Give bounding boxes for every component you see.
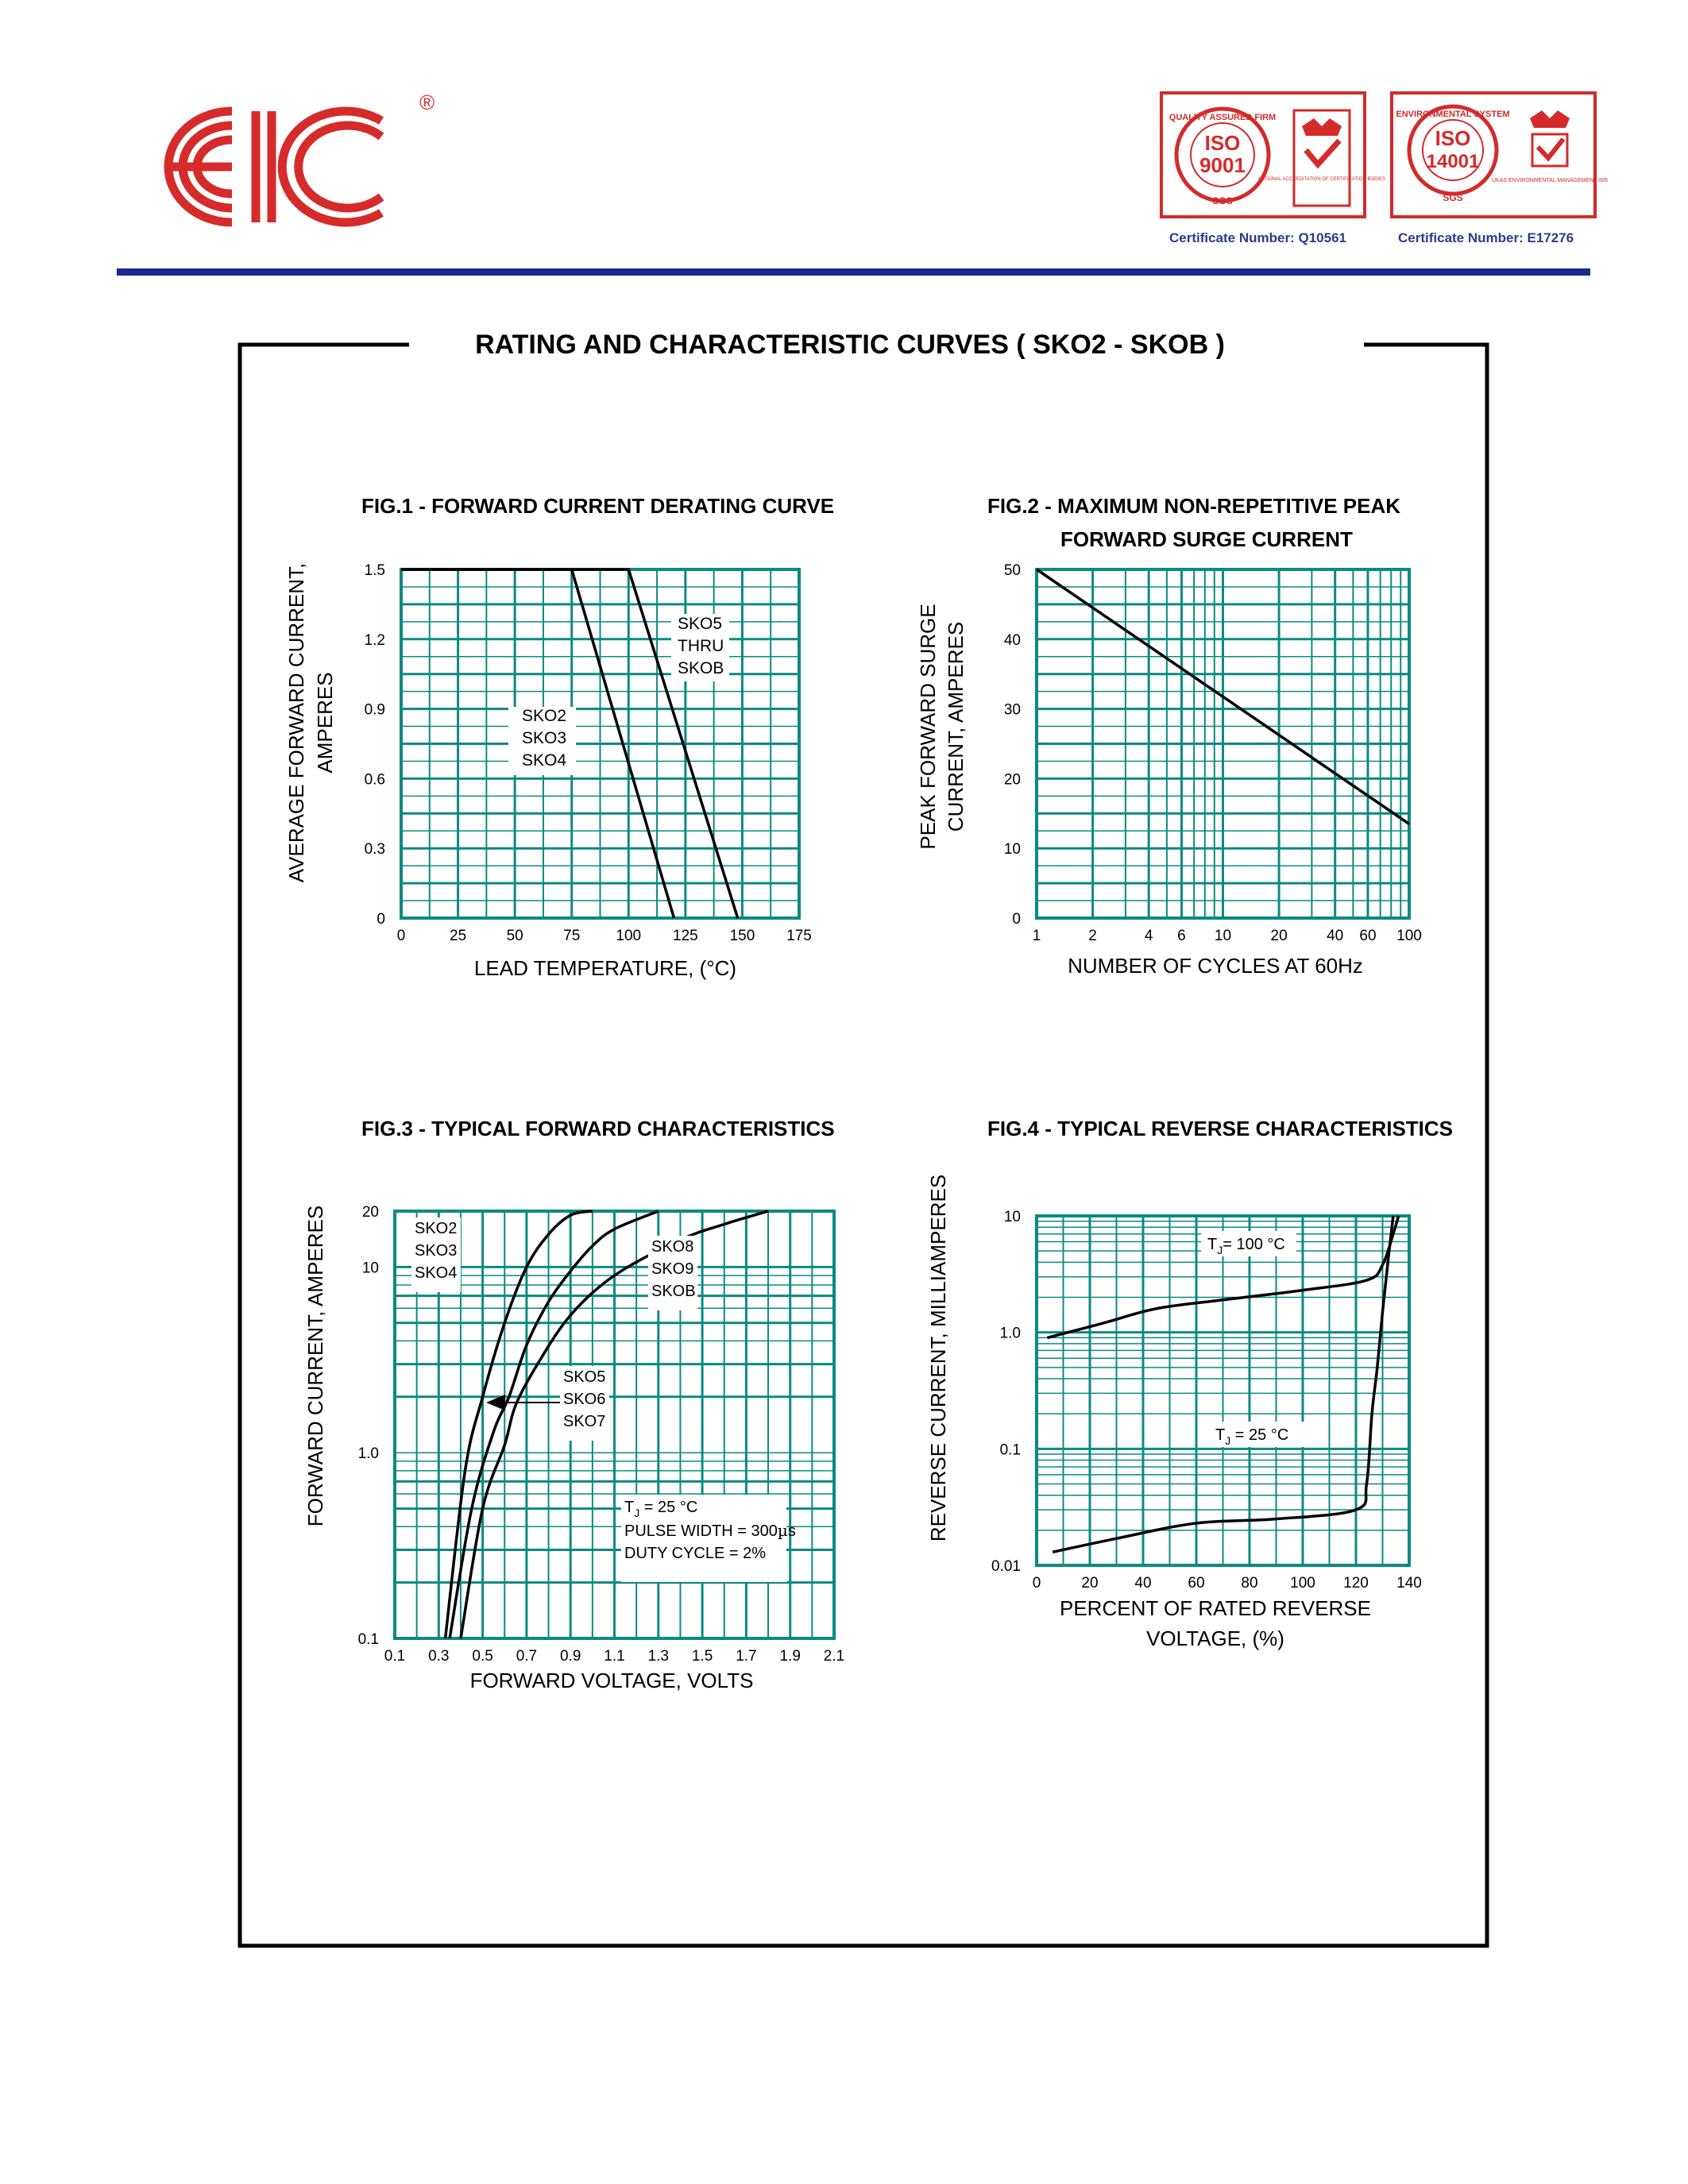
fig2-ytick: 20 (1003, 771, 1021, 789)
fig2-xtick: 60 (1359, 928, 1377, 944)
fig1-xtick: 0 (396, 928, 406, 944)
fig4-xtick: 60 (1188, 1575, 1205, 1592)
fig1-annot-skob: SKOB (678, 659, 724, 677)
iso14001-standard: ISO (1435, 126, 1471, 150)
iso9001-standard: ISO (1204, 131, 1241, 155)
fig1-xtick: 175 (786, 928, 812, 944)
fig2-xtick: 1 (1032, 928, 1041, 944)
fig4-xtick: 120 (1343, 1575, 1369, 1592)
fig4-grid (1037, 1216, 1409, 1565)
fig3-ytick: 0.1 (357, 1631, 379, 1648)
fig4-xlabel-line2: VOLTAGE, (%) (1146, 1626, 1284, 1650)
fig2-title-line1: FIG.2 - MAXIMUM NON-REPETITIVE PEAK (987, 494, 1401, 518)
fig3-xtick: 1.5 (691, 1648, 713, 1665)
fig3-title: FIG.3 - TYPICAL FORWARD CHARACTERISTICS (361, 1117, 835, 1140)
fig3-annot-sko3: SKO3 (415, 1242, 458, 1260)
fig1-xtick: 50 (506, 928, 523, 944)
fig4-xtick: 40 (1134, 1575, 1152, 1592)
fig1-annot-sko3: SKO3 (522, 729, 567, 747)
fig4-ytick: 1.0 (999, 1325, 1021, 1342)
fig3-xtick: 0.7 (516, 1648, 538, 1665)
fig2-xtick: 6 (1177, 928, 1186, 944)
fig2-ytick: 0 (1012, 911, 1021, 928)
fig4-annot-tj100: $T_J= 100$ °C (1207, 1236, 1285, 1256)
fig3-xtick: 2.1 (823, 1648, 845, 1665)
iso14001-certificate-number: Certificate Number: E17276 (1398, 230, 1574, 245)
fig4-ticks (991, 1209, 1422, 1592)
fig2-xlabel: NUMBER OF CYCLES AT 60Hz (1068, 954, 1363, 978)
fig3-ytick: 10 (361, 1260, 379, 1277)
fig2-xtick: 40 (1327, 928, 1344, 944)
fig3-ylabel: FORWARD CURRENT, AMPERES (303, 1205, 327, 1527)
fig1-ytick: 1.2 (364, 631, 385, 649)
page-title: RATING AND CHARACTERISTIC CURVES ( SKO2 - SKOB ) (413, 330, 1287, 361)
fig3-annot-sko5: SKO5 (563, 1368, 606, 1386)
fig1-annot-sko5: SKO5 (678, 615, 723, 633)
fig3-annot-sko4: SKO4 (415, 1264, 458, 1282)
fig1-xtick: 100 (616, 928, 642, 944)
fig1-ytick: 1.5 (364, 562, 385, 579)
fig2-xtick: 4 (1144, 928, 1153, 944)
fig4-ytick: 0.1 (999, 1441, 1021, 1459)
fig3-ytick: 1.0 (357, 1445, 379, 1463)
fig3-annot-skob: SKOB (651, 1283, 696, 1300)
fig1-xtick: 125 (673, 928, 698, 944)
fig1-title: FIG.1 - FORWARD CURRENT DERATING CURVE (361, 494, 835, 518)
fig1-annot-thru: THRU (678, 637, 724, 655)
iso9001-number: 9001 (1199, 153, 1246, 177)
fig1-ytick: 0.3 (364, 841, 385, 859)
fig1-ylabel-line1: AVERAGE FORWARD CURRENT, (284, 562, 308, 883)
iso14001-registrar: SGS (1443, 192, 1463, 203)
fig3-annot-sko6: SKO6 (563, 1391, 606, 1408)
fig4-xtick: 100 (1290, 1575, 1315, 1592)
fig1-xtick: 150 (729, 928, 755, 944)
fig4-xtick: 0 (1032, 1575, 1041, 1592)
fig1-ytick: 0 (377, 911, 385, 928)
fig1-xtick: 25 (450, 928, 467, 944)
iso9001-ring-text: QUALITY ASSURED FIRM (1168, 113, 1277, 122)
fig4-annot-tj25: $T_J = 25$ °C (1215, 1426, 1289, 1447)
fig3-xtick: 1.7 (736, 1648, 757, 1665)
fig3-annot-tj: $T_J = 25$ °C (624, 1499, 698, 1519)
fig4-title: FIG.4 - TYPICAL REVERSE CHARACTERISTICS (987, 1117, 1454, 1140)
fig3-xlabel: FORWARD VOLTAGE, VOLTS (469, 1669, 754, 1692)
fig3-xtick: 0.3 (428, 1648, 450, 1665)
fig1-xtick: 75 (563, 928, 581, 944)
fig1-annot-sko4: SKO4 (522, 751, 567, 770)
fig3-xtick: 1.3 (647, 1648, 670, 1665)
iso9001-side-text: NATIONAL ACCREDITATION OF CERTIFICATION BODIES (1257, 177, 1386, 182)
fig4-ytick: 10 (1003, 1209, 1021, 1225)
fig2-xtick: 10 (1214, 928, 1232, 944)
fig3-annot-pulse: PULSE WIDTH = 300µs (624, 1521, 796, 1540)
iso14001-ring-text: ENVIRONMENTAL SYSTEM (1396, 110, 1510, 119)
fig1-ytick: 0.6 (364, 771, 385, 789)
fig2-title-line2: FORWARD SURGE CURRENT (1060, 527, 1353, 551)
registered-mark: ® (419, 91, 435, 114)
fig3-xtick: 0.9 (559, 1648, 581, 1665)
fig4-ytick: 0.01 (991, 1558, 1021, 1575)
fig2-xtick: 100 (1396, 928, 1422, 944)
fig3-xtick: 0.1 (384, 1648, 406, 1665)
fig4-ylabel: REVERSE CURRENT, MILLIAMPERES (926, 1174, 950, 1542)
fig2-xtick: 20 (1270, 928, 1288, 944)
fig3-xtick: 0.5 (472, 1648, 493, 1665)
fig3-xtick: 1.1 (604, 1648, 625, 1665)
fig2-ytick: 10 (1003, 841, 1021, 859)
iso9001-registrar: SGS (1212, 195, 1233, 206)
fig3-xtick: 1.9 (779, 1648, 801, 1665)
iso14001-number: 14001 (1426, 151, 1480, 172)
fig4-xtick: 20 (1081, 1575, 1099, 1592)
fig1-ytick: 0.9 (364, 701, 385, 719)
fig3-annot-sko9: SKO9 (651, 1260, 694, 1278)
fig2-ylabel-line1: PEAK FORWARD SURGE (916, 604, 940, 850)
fig3-annot-sko7: SKO7 (563, 1413, 606, 1430)
fig3-annot-sko8: SKO8 (651, 1238, 694, 1256)
fig2-xtick: 2 (1088, 928, 1097, 944)
fig2-ylabel-line2: CURRENT, AMPERES (944, 621, 968, 832)
fig4-xtick: 140 (1396, 1575, 1422, 1592)
iso14001-side-text: UKAS ENVIRONMENTAL MANAGEMENT 005 (1491, 178, 1609, 183)
fig2-ytick: 40 (1003, 631, 1021, 649)
fig1-xlabel: LEAD TEMPERATURE, (°C) (473, 956, 737, 980)
fig1-annot-sko2: SKO2 (522, 707, 567, 725)
fig3-annot-duty: DUTY CYCLE = 2% (624, 1545, 767, 1562)
fig3-ytick: 20 (361, 1204, 379, 1221)
fig2-ytick: 30 (1003, 701, 1021, 719)
fig4-xlabel-line1: PERCENT OF RATED REVERSE (1060, 1596, 1371, 1620)
iso9001-certificate-number: Certificate Number: Q10561 (1169, 230, 1346, 245)
fig4-xtick: 80 (1241, 1575, 1258, 1592)
fig2-ytick: 50 (1003, 562, 1021, 579)
fig3-annot-sko2: SKO2 (415, 1220, 458, 1237)
fig1-ylabel-line2: AMPERES (313, 672, 337, 774)
